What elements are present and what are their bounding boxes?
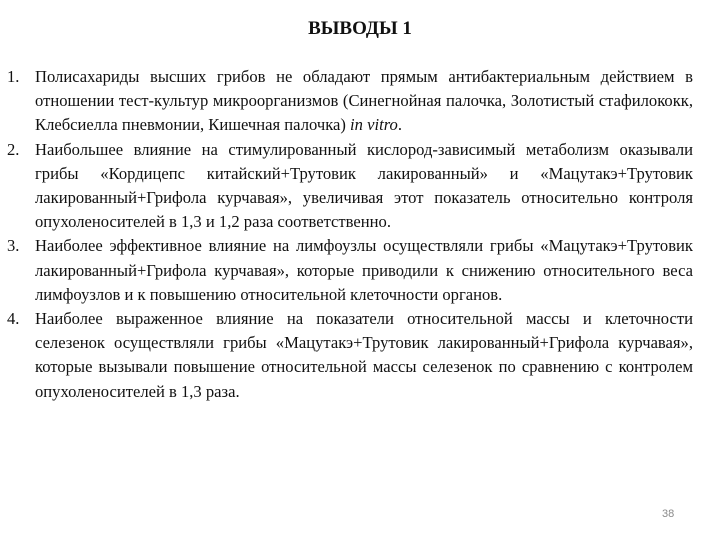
- item-number: 1.: [7, 67, 20, 86]
- page-number: 38: [662, 508, 675, 520]
- slide-title: ВЫВОДЫ 1: [308, 18, 412, 39]
- list-item: [7, 65, 693, 138]
- list-item: [7, 234, 693, 307]
- list-item: [7, 138, 693, 235]
- item-text: Наиболее выраженное влияние на показатели относительной массы и клеточности селезенок осуществляли грибы «Мацутакэ+Трутовик лакированный+Грифола курчавая», которые вызывали повышение относительной массы селезенок по сравнению с контролем опухоленосителей в 1,3 раза.: [35, 309, 693, 401]
- item-italic-text: in vitro: [350, 115, 398, 135]
- item-text: Полисахариды высших грибов не обладают прямым антибактериальным действием в отношении тест-культур микроорганизмов (Синегнойная палочка, Золотистый стафилококк, Клебсиелла пневмонии, Кишечная палочка): [35, 67, 693, 135]
- item-text: Наибольшее влияние на стимулированный кислород-зависимый метаболизм оказывали грибы «Кордицепс китайский+Трутовик лакированный» и «Мацутакэ+Трутовик лакированный+Грифола курчавая», увеличивая этот показатель относительно контроля опухоленосителей в 1,3 и 1,2 раза соответственно.: [35, 139, 693, 232]
- item-end-punct: .: [397, 115, 402, 135]
- item-number: 3.: [7, 236, 20, 256]
- item-number: 4.: [7, 309, 20, 329]
- item-text: Наиболее эффективное влияние на лимфоузлы осуществляли грибы «Мацутакэ+Трутовик лакированный+Грифола курчавая», которые приводили к снижению относительного веса лимфоузлов и к повышению относительной клеточности органов.: [35, 236, 693, 304]
- list-item: [7, 307, 693, 404]
- item-number: 2.: [7, 139, 20, 159]
- conclusions-list: [7, 65, 693, 404]
